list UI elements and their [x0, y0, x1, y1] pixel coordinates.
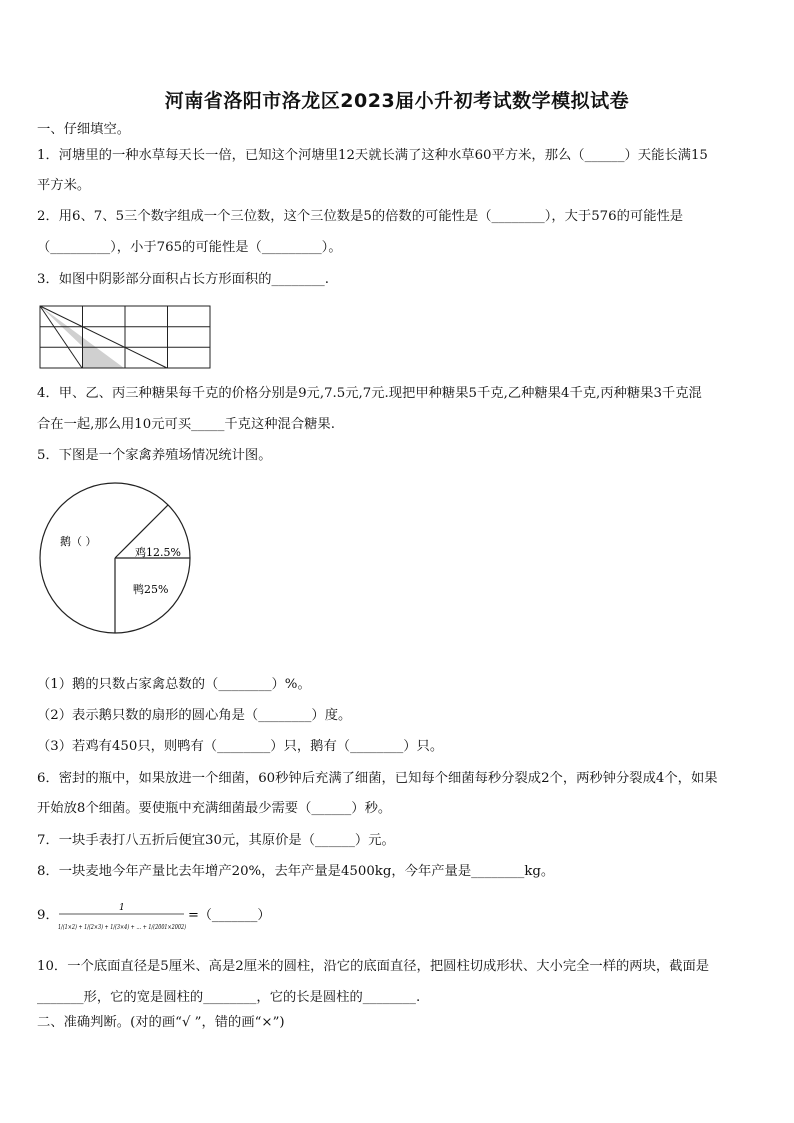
pie-label-goose: 鹅（ ） — [60, 535, 97, 548]
question-10-line-2: _______形，它的宽是圆柱的________，它的长是圆柱的________. — [37, 990, 421, 1005]
question-9-fraction — [58, 899, 278, 935]
question-5-sub-3: （3）若鸡有450只，则鸭有（________）只，鹅有（________）只。 — [37, 739, 444, 754]
section-heading-judge: 二、准确判断。(对的画“√ ”，错的画“×”) — [37, 1015, 285, 1030]
question-6-line-1: 6．密封的瓶中，如果放进一个细菌，60秒钟后充满了细菌，已知每个细菌每秒分裂成2个，两秒钟分裂成4个，如果 — [37, 771, 718, 786]
question-6-line-2: 开始放8个细菌。要使瓶中充满细菌最少需要（______）秒。 — [37, 801, 392, 816]
fraction-numerator: 1 — [119, 903, 125, 913]
question-5-line-1: 5．下图是一个家禽养殖场情况统计图。 — [37, 448, 272, 463]
question-9-answer-blank: =（_______） — [188, 908, 271, 923]
question-2-line-1: 2．用6、7、5三个数字组成一个三位数，这个三位数是5的倍数的可能性是（________），大于576的可能性是 — [37, 209, 684, 224]
question-3-grid-figure — [38, 304, 214, 370]
question-4-line-2: 合在一起,那么用10元可买_____千克这种混合糖果. — [37, 417, 335, 432]
section-heading-fill: 一、仔细填空。 — [37, 122, 131, 137]
question-4-line-1: 4．甲、乙、丙三种糖果每千克的价格分别是9元,7.5元,7元.现把甲种糖果5千克,乙种糖果4千克,丙种糖果3千克混 — [37, 386, 702, 401]
question-5-sub-1: （1）鹅的只数占家禽总数的（________）%。 — [37, 677, 311, 692]
poultry-pie-chart — [30, 480, 210, 640]
pie-label-chicken: 鸡12.5% — [135, 546, 181, 559]
question-5-sub-2: （2）表示鹅只数的扇形的圆心角是（________）度。 — [37, 708, 352, 723]
pie-label-duck: 鸭25% — [133, 583, 169, 596]
question-2-line-2: （_________），小于765的可能性是（_________）。 — [37, 240, 342, 255]
question-3-line-1: 3．如图中阴影部分面积占长方形面积的________. — [37, 272, 329, 287]
question-10-line-1: 10．一个底面直径是5厘米、高是2厘米的圆柱，沿它的底面直径，把圆柱切成形状、大小完全一样的两块，截面是 — [37, 959, 710, 974]
exam-title: 河南省洛阳市洛龙区2023届小升初考试数学模拟试卷 — [164, 90, 630, 112]
fraction-denominator: 1/(1×2) + 1/(2×3) + 1/(3×4) + … + 1/(2001×2002) — [58, 923, 187, 931]
question-1-line-1: 1．河塘里的一种水草每天长一倍，已知这个河塘里12天就长满了这种水草60平方米，那么（______）天能长满15 — [37, 148, 708, 163]
question-1-line-2: 平方米。 — [37, 178, 91, 193]
question-9-number: 9． — [37, 908, 59, 923]
question-8-line-1: 8．一块麦地今年产量比去年增产20%，去年产量是4500kg，今年产量是________kg。 — [37, 864, 555, 879]
question-7-line-1: 7．一块手表打八五折后便宜30元，其原价是（______）元。 — [37, 833, 395, 848]
